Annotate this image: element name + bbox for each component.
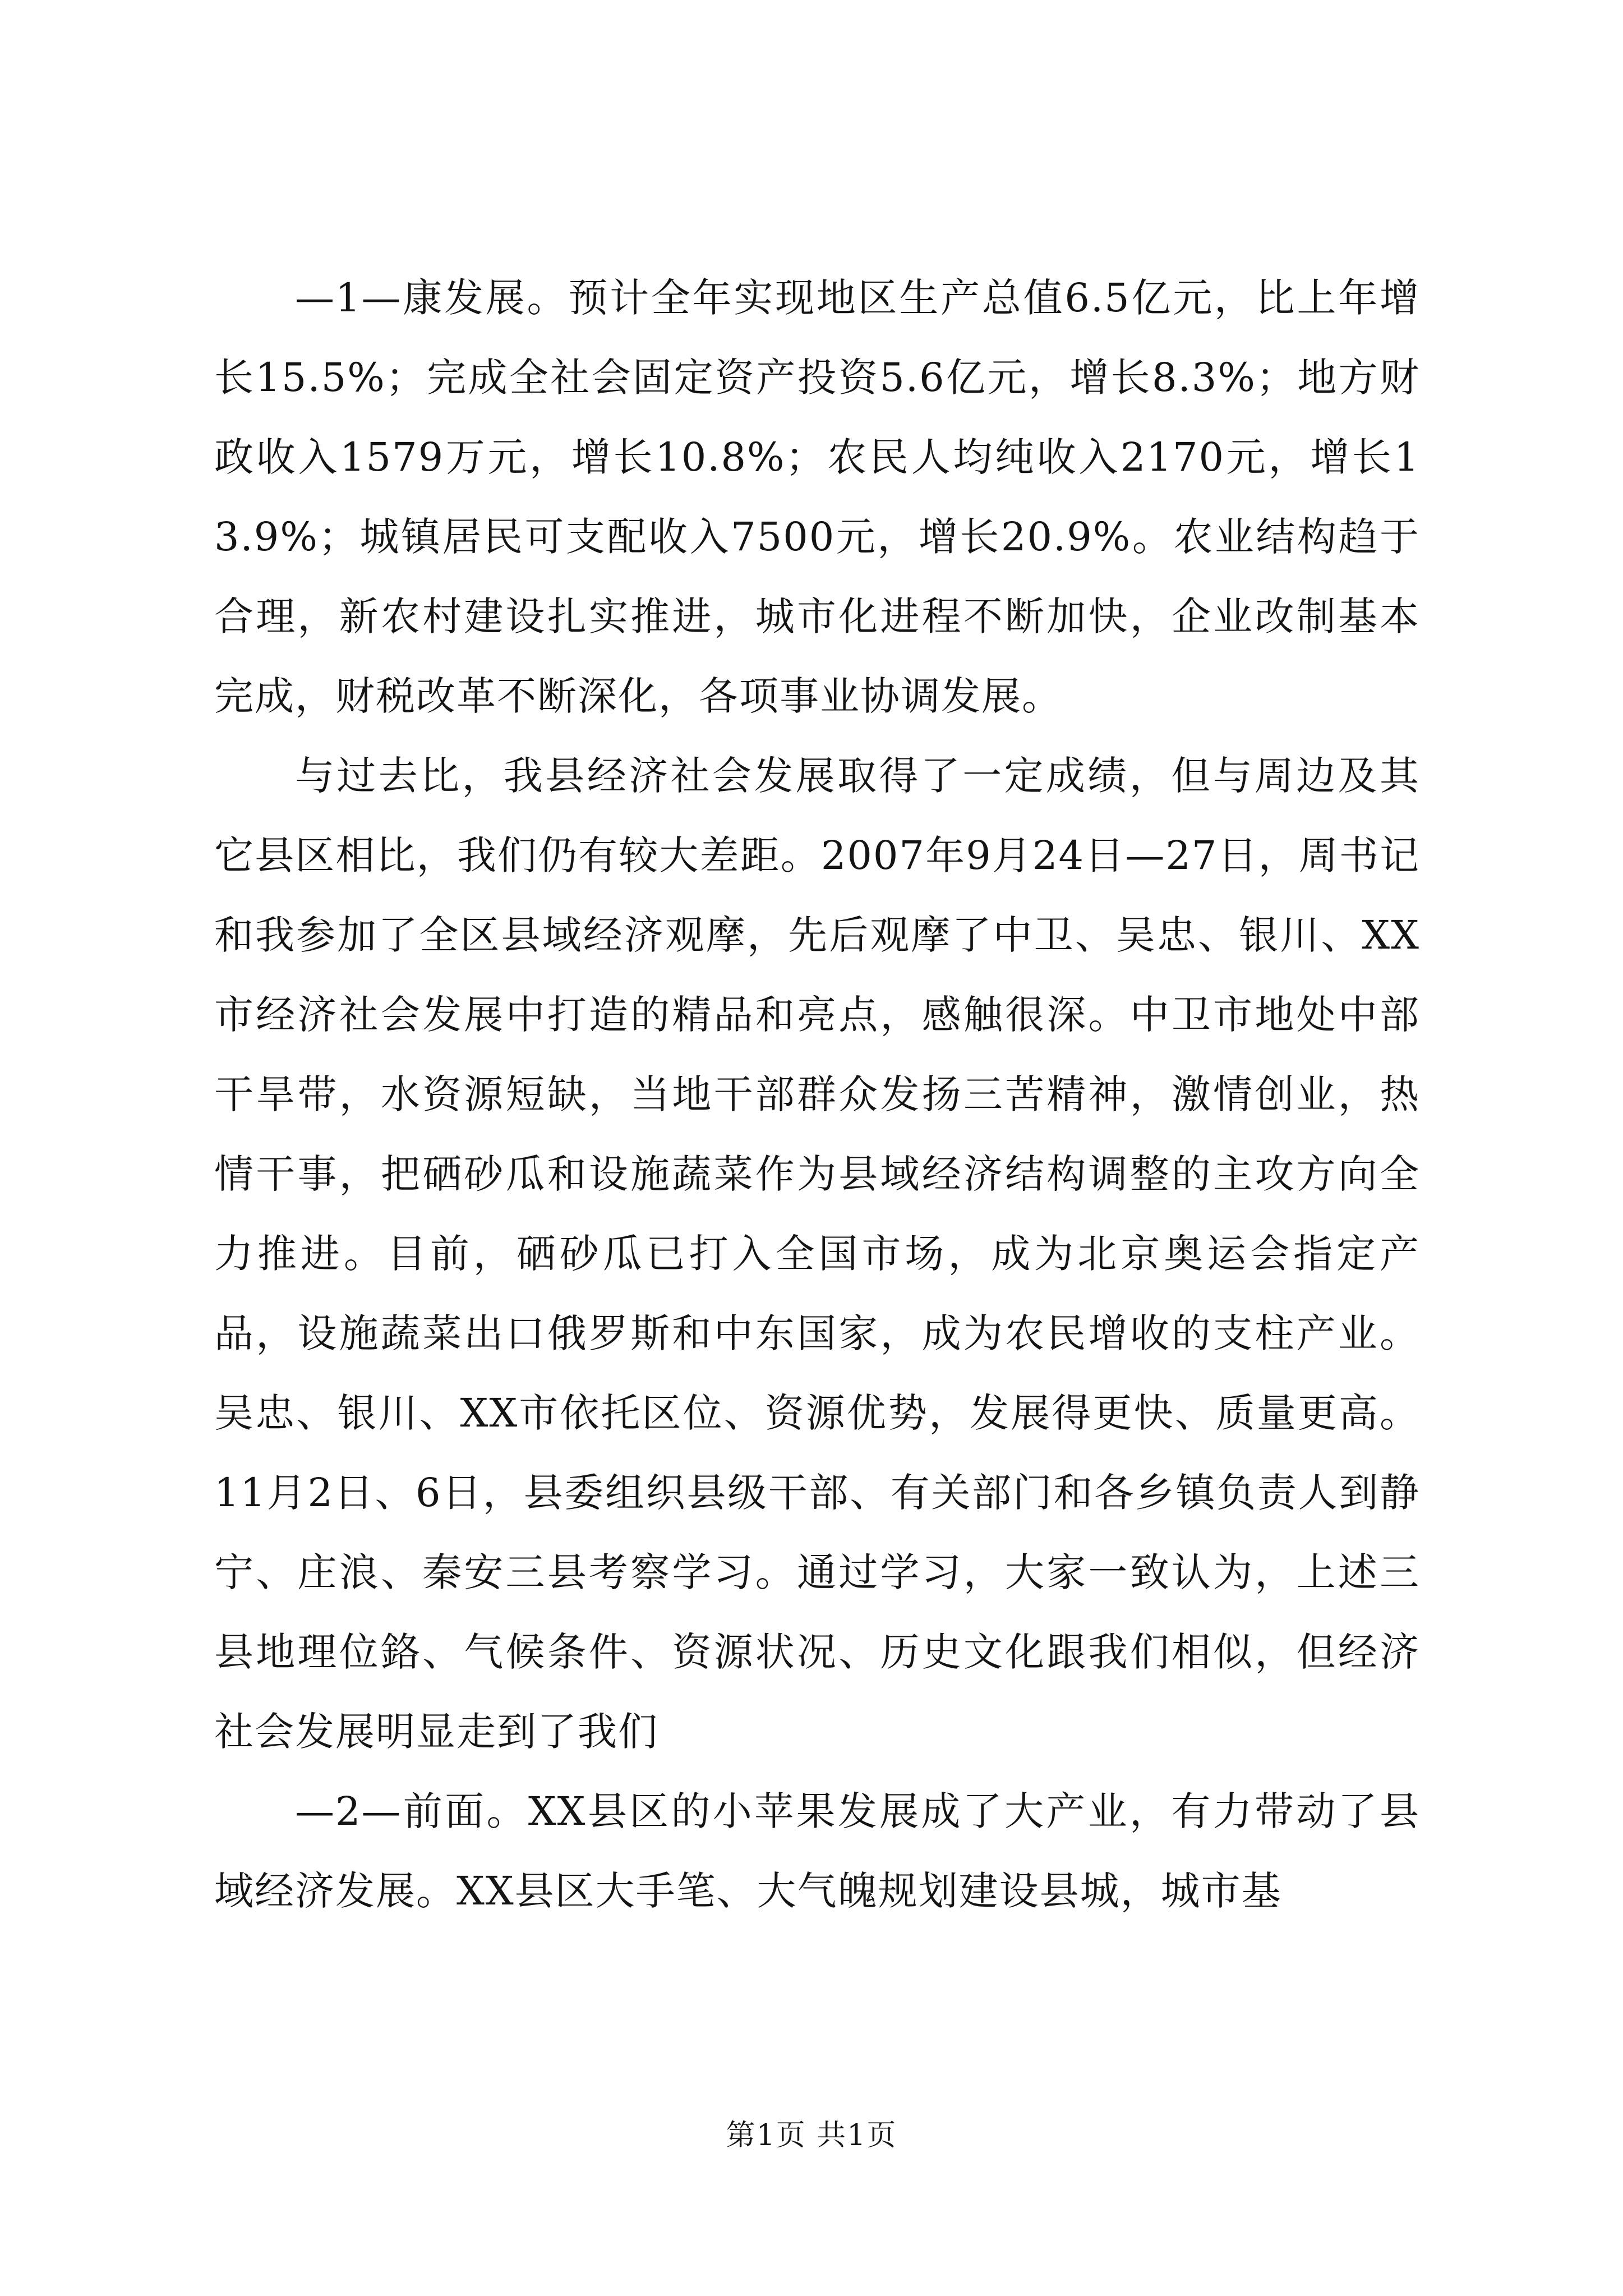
document-body [214, 258, 1420, 1931]
paragraph-3: —2—前面。XX县区的小苹果发展成了大产业，有力带动了县域经济发展。XX县区大手笔、大气魄规划建设县城，城市基 [214, 1788, 1420, 1914]
page-footer [0, 2116, 1623, 2155]
paragraph-1: —1—康发展。预计全年实现地区生产总值6.5亿元，比上年增长15.5%；完成全社会固定资产投资5.6亿元，增长8.3%；地方财政收入1579万元，增长10.8%；农民人均纯收入2170元，增长13.9%；城镇居民可支配收入7500元，增长20.9%。农业结构趋于合理，新农村建设扎实推进，城市化进程不断加快，企业改制基本完成，财税改革不断深化，各项事业协调发展。 [214, 275, 1420, 719]
page-number-label: 第1页 共1页 [726, 2119, 897, 2152]
paragraph-2: 与过去比，我县经济社会发展取得了一定成绩，但与周边及其它县区相比，我们仍有较大差距。2007年9月24日—27日，周书记和我参加了全区县域经济观摩，先后观摩了中卫、吴忠、银川、XX市经济社会发展中打造的精品和亮点，感触很深。中卫市地处中部干旱带，水资源短缺，当地干部群众发扬三苦精神，激情创业，热情干事，把硒砂瓜和设施蔬菜作为县域经济结构调整的主攻方向全力推进。目前，硒砂瓜已打入全国市场，成为北京奥运会指定产品，设施蔬菜出口俄罗斯和中东国家，成为农民增收的支柱产业。吴忠、银川、XX市依托区位、资源优势，发展得更快、质量更高。11月2日、6日，县委组织县级干部、有关部门和各乡镇负责人到静宁、庄浪、秦安三县考察学习。通过学习，大家一致认为，上述三县地理位鉻、气候条件、资源状况、历史文化跟我们相似，但经济社会发展明显走到了我们 [214, 753, 1420, 1755]
